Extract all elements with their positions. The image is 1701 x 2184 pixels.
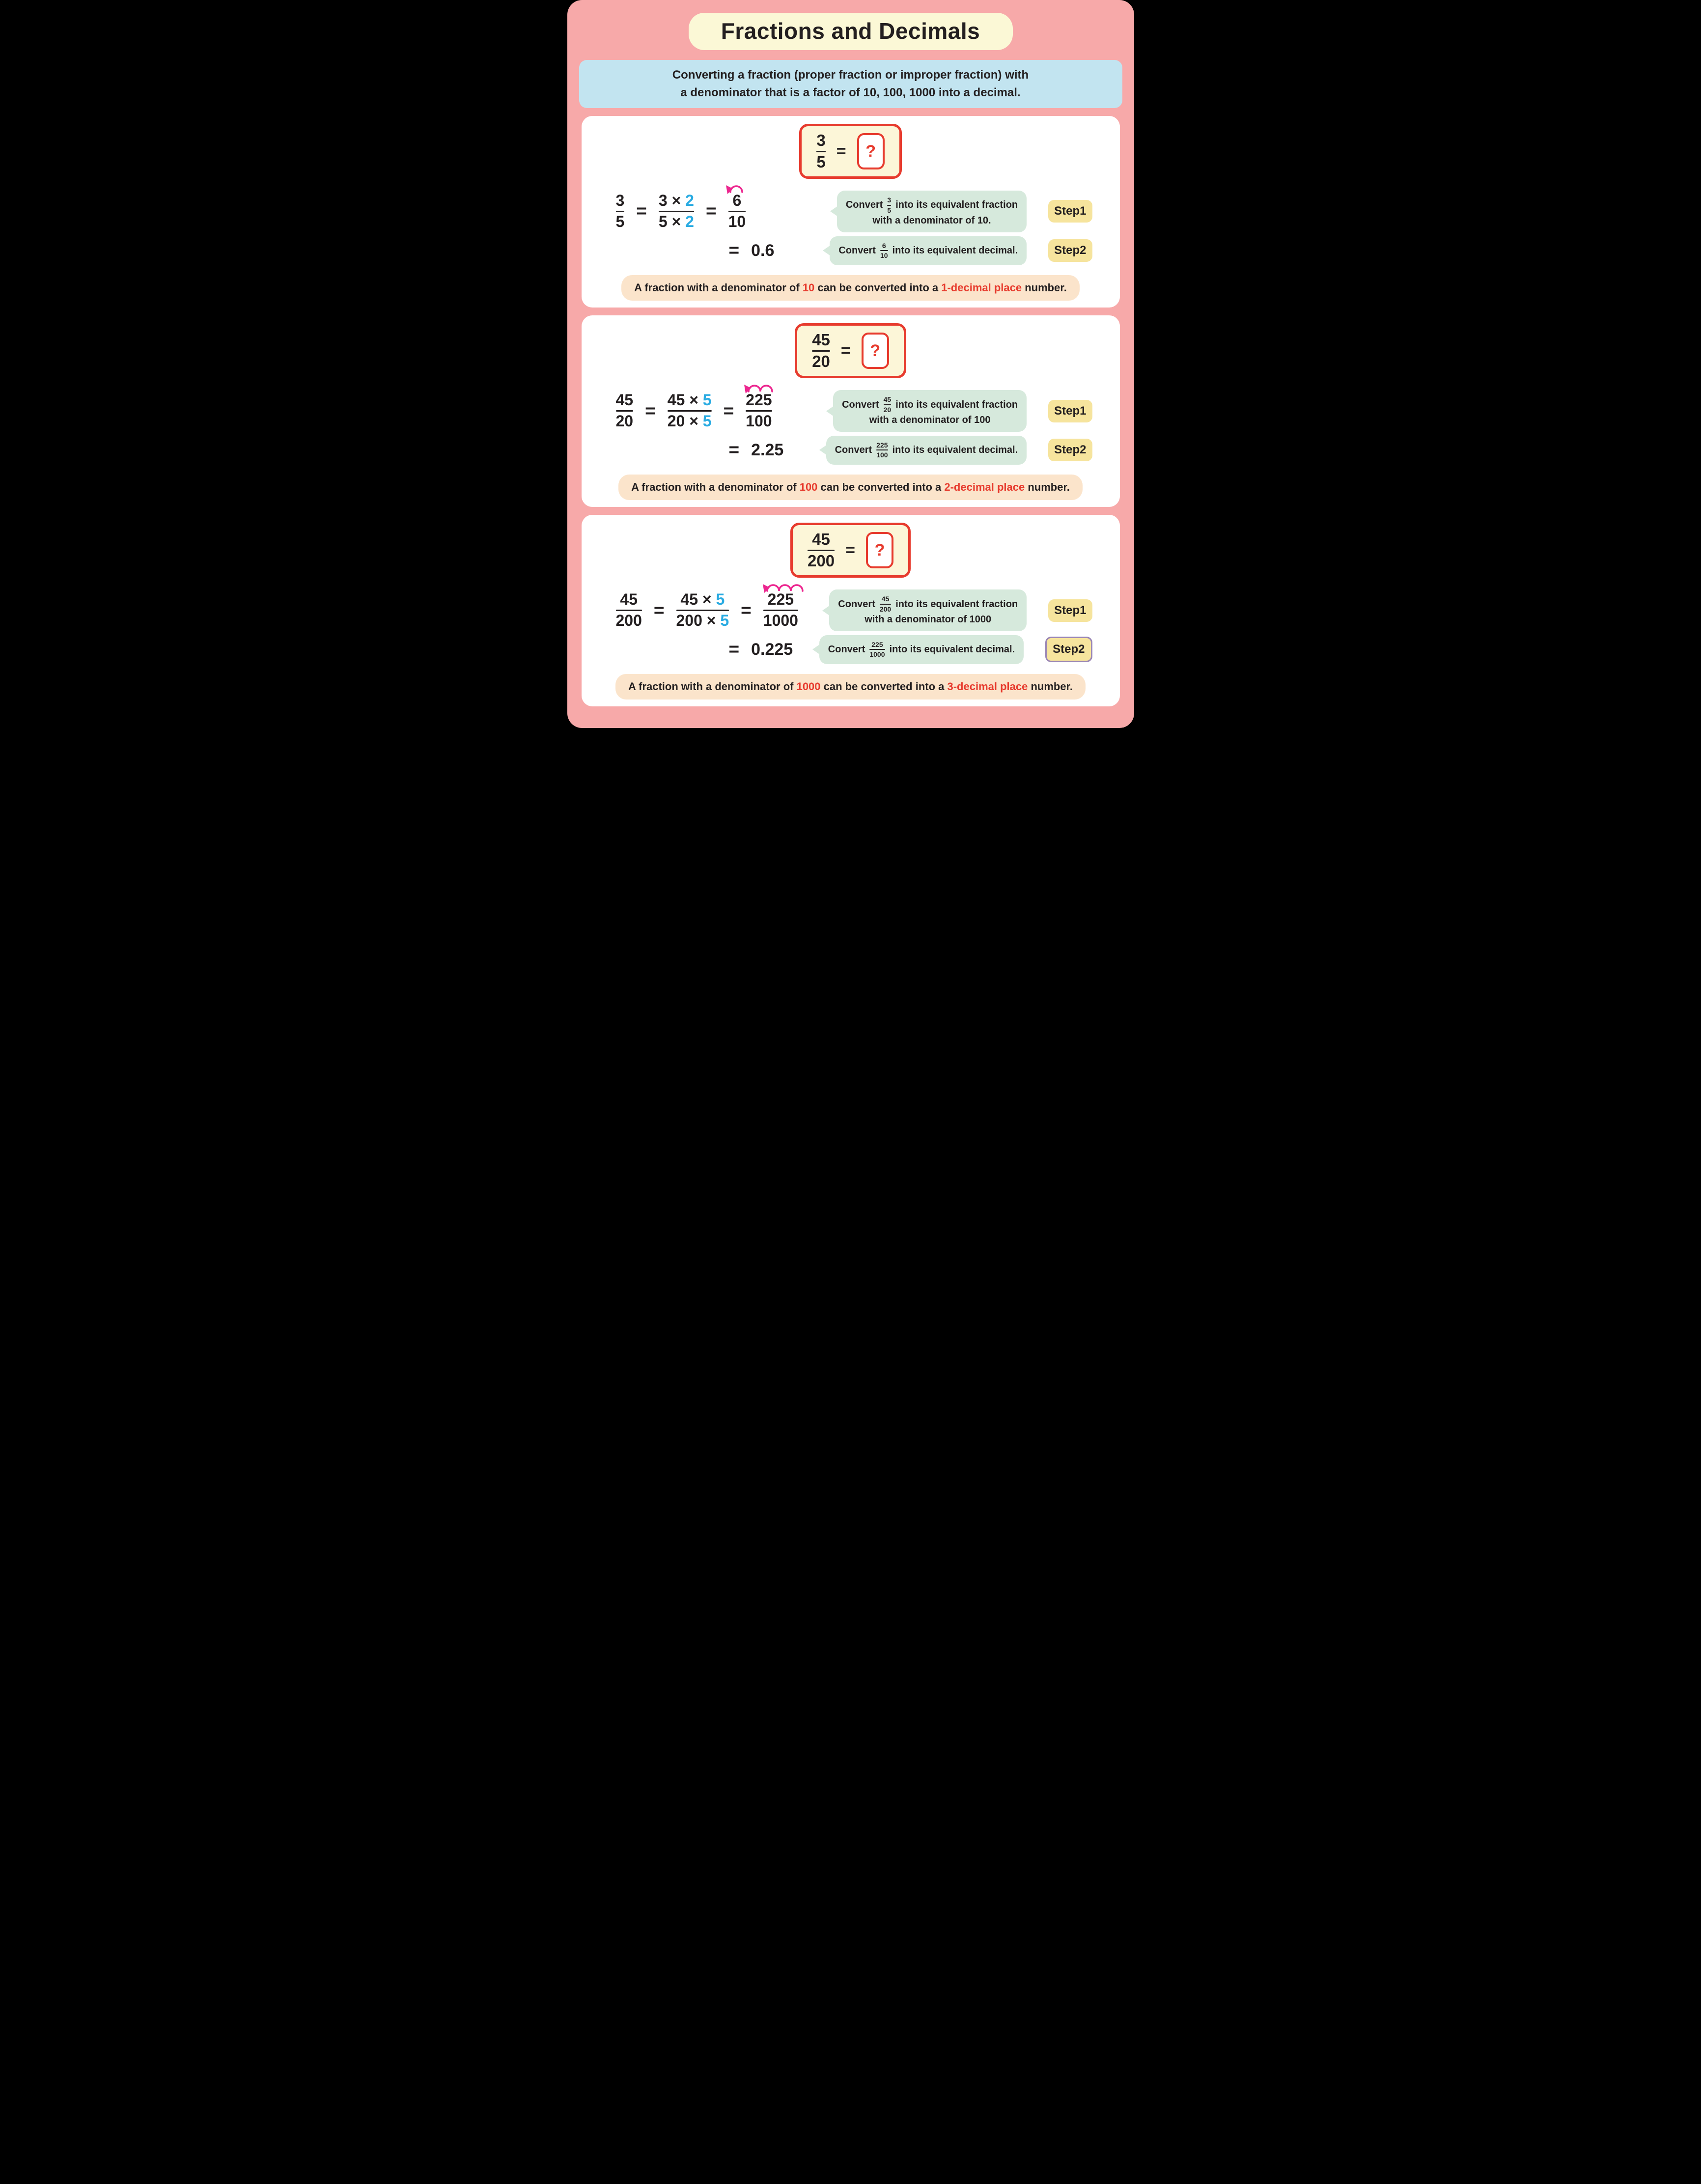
- question-mark: ?: [870, 341, 881, 360]
- numerator: 45: [620, 590, 638, 609]
- numerator-left: 45: [667, 391, 685, 409]
- fraction-bar: [812, 350, 830, 352]
- start-fraction: [616, 392, 634, 429]
- note-strip: [621, 275, 1080, 301]
- step1-bubble: [833, 390, 1027, 431]
- bubble-text-pre: Convert: [842, 399, 879, 410]
- answer-box: [857, 133, 885, 169]
- numerator-left: 45: [680, 590, 698, 609]
- numerator-expression: [668, 392, 712, 409]
- note-strip: [618, 475, 1083, 500]
- multiplied-fraction: [676, 591, 729, 629]
- note-text: number.: [1022, 281, 1067, 294]
- fraction-bar: [746, 410, 772, 412]
- step2-bubble: [819, 635, 1024, 664]
- step1-bubble: [837, 191, 1027, 232]
- step1-badge: Step1: [1048, 599, 1092, 622]
- note-text: number.: [1028, 680, 1073, 693]
- denominator-left: 200: [676, 612, 702, 630]
- step1-badge: Step1: [1048, 200, 1092, 223]
- denominator: 200: [879, 605, 892, 614]
- note-text: can be converted into a: [814, 281, 942, 294]
- fraction-bar: [668, 410, 712, 412]
- equals-sign: =: [840, 341, 851, 360]
- denominator: 1000: [763, 612, 798, 630]
- example-card-1: [582, 116, 1120, 308]
- example-card-2: [582, 315, 1120, 507]
- equals-sign: =: [653, 600, 665, 620]
- numerator: 3: [816, 131, 826, 149]
- fraction-bar: [728, 211, 746, 212]
- decimal-shift-arrow-icon: [725, 179, 745, 194]
- title-banner: [689, 13, 1013, 50]
- poster-page: [567, 0, 1134, 728]
- bubble-text-pre: Convert: [828, 644, 865, 655]
- denominator: 100: [746, 412, 772, 430]
- note-text: A fraction with a denominator of: [628, 680, 797, 693]
- times-sign: ×: [706, 612, 716, 630]
- step2-bubble: [830, 236, 1027, 265]
- decimal-result-row: [729, 436, 1120, 465]
- note-highlight-denominator: 100: [799, 481, 818, 494]
- note-highlight-denominator: 10: [802, 281, 815, 294]
- multiplied-fraction: [668, 392, 712, 429]
- decimal-shift-arrow-icon: [742, 379, 775, 393]
- bubble-line-1: [838, 595, 1018, 613]
- times-sign: ×: [702, 590, 712, 609]
- numerator: 225: [871, 640, 883, 648]
- denominator: 200: [808, 551, 835, 570]
- bubble-fraction: [880, 595, 891, 613]
- numerator-multiplier: 5: [702, 391, 712, 409]
- equals-sign: =: [728, 639, 740, 660]
- equals-sign: =: [836, 141, 846, 161]
- denominator-left: 20: [667, 412, 685, 430]
- fraction-bar: [808, 550, 835, 551]
- question-fraction: [808, 531, 835, 569]
- question-mark: ?: [874, 540, 885, 560]
- answer-box: [866, 532, 893, 568]
- numerator: 45: [615, 391, 634, 409]
- denominator-expression: [668, 413, 712, 430]
- fraction-bar: [876, 449, 888, 450]
- note-text: can be converted into a: [820, 680, 948, 693]
- bubble-fraction: [887, 196, 891, 214]
- equals-sign: =: [705, 201, 717, 222]
- equals-sign: =: [723, 400, 734, 421]
- note-highlight-places: 2-decimal place: [944, 481, 1025, 494]
- note-text: A fraction with a denominator of: [634, 281, 803, 294]
- fraction-bar: [616, 610, 642, 611]
- denominator: 10: [880, 252, 888, 260]
- note-highlight-places: 3-decimal place: [947, 680, 1028, 693]
- bubble-line-1: [835, 442, 1018, 459]
- bubble-fraction: [880, 242, 888, 259]
- note-text: number.: [1025, 481, 1070, 494]
- fraction-bar: [880, 250, 888, 251]
- question-box: [795, 323, 906, 378]
- multiplied-fraction: [659, 193, 694, 230]
- bubble-line-2: with a denominator of 1000: [864, 614, 992, 625]
- decimal-result: 0.225: [751, 640, 793, 659]
- start-fraction: [616, 193, 625, 230]
- bubble-text-post: into its equivalent decimal.: [889, 644, 1015, 655]
- times-sign: ×: [671, 212, 681, 230]
- numerator: 45: [883, 395, 892, 404]
- numerator: 225: [746, 391, 772, 409]
- denominator: 1000: [869, 650, 885, 659]
- denominator: 5: [615, 212, 625, 230]
- bubble-line-1: [838, 242, 1018, 259]
- bubble-text-post: into its equivalent fraction: [895, 199, 1018, 211]
- denominator-expression: [659, 214, 694, 230]
- equals-sign: =: [741, 600, 752, 620]
- step2-badge: Step2: [1048, 239, 1092, 262]
- question-row: [582, 315, 1120, 378]
- subtitle-panel: [579, 60, 1122, 108]
- result-fraction-wrap: [746, 392, 772, 429]
- fraction-bar: [676, 610, 729, 611]
- question-row: [582, 515, 1120, 578]
- page-title: Fractions and Decimals: [721, 18, 980, 44]
- bubble-line-1: [842, 396, 1018, 413]
- equals-sign: =: [728, 440, 740, 460]
- bubble-fraction: [869, 641, 885, 658]
- equals-sign: =: [845, 540, 855, 560]
- step2-badge: Step2: [1048, 439, 1092, 461]
- numerator-multiplier: 5: [716, 590, 725, 609]
- decimal-result-row: [729, 635, 1120, 664]
- fraction-bar: [884, 404, 892, 405]
- bubble-text-post: into its equivalent fraction: [895, 399, 1018, 410]
- decimal-shift-arrow-icon: [759, 578, 806, 593]
- numerator: 6: [732, 192, 742, 210]
- denominator-expression: [676, 613, 729, 629]
- step1-badge: Step1: [1048, 400, 1092, 422]
- denominator: 200: [615, 612, 642, 630]
- times-sign: ×: [689, 412, 698, 430]
- bubble-fraction: [884, 396, 892, 413]
- work-equation-row: [616, 390, 1120, 431]
- fraction-bar: [816, 151, 825, 152]
- fraction-bar: [880, 604, 891, 605]
- denominator: 100: [876, 451, 888, 459]
- subtitle-line-2: a denominator that is a factor of 10, 100, 1000 into a decimal.: [680, 86, 1021, 99]
- denominator: 5: [816, 152, 826, 171]
- bubble-line-2: with a denominator of 100: [869, 414, 991, 425]
- bubble-text-pre: Convert: [838, 598, 875, 610]
- numerator-multiplier: 2: [685, 192, 694, 210]
- equals-sign: =: [645, 400, 656, 421]
- fraction-bar: [659, 211, 694, 212]
- step2-badge: Step2: [1045, 637, 1092, 662]
- work-equation-row: [616, 589, 1120, 631]
- question-fraction: [816, 132, 825, 170]
- result-fraction-wrap: [763, 591, 798, 629]
- numerator: 6: [882, 241, 886, 250]
- denominator: 20: [615, 412, 634, 430]
- bubble-text-pre: Convert: [835, 444, 872, 455]
- note-highlight-denominator: 1000: [796, 680, 821, 693]
- start-fraction: [616, 591, 642, 629]
- bubble-line-2: with a denominator of 10.: [872, 215, 991, 226]
- subtitle-line-1: Converting a fraction (proper fraction or improper fraction) with: [672, 68, 1029, 82]
- bubble-line-1: [846, 196, 1018, 214]
- note-highlight-places: 1-decimal place: [941, 281, 1022, 294]
- bubble-line-1: [828, 641, 1015, 658]
- fraction-bar: [616, 410, 634, 412]
- numerator: 45: [812, 331, 830, 349]
- bubble-text-post: into its equivalent fraction: [895, 598, 1018, 610]
- note-text: can be converted into a: [817, 481, 945, 494]
- fraction-bar: [869, 649, 885, 650]
- numerator-expression: [680, 591, 725, 608]
- times-sign: ×: [671, 192, 681, 210]
- bubble-text-post: into its equivalent decimal.: [892, 245, 1018, 256]
- result-fraction-wrap: [728, 193, 746, 230]
- result-fraction: [746, 392, 772, 429]
- denominator-multiplier: 5: [702, 412, 712, 430]
- denominator-left: 5: [658, 212, 668, 230]
- denominator: 5: [887, 206, 892, 214]
- decimal-result: 0.6: [751, 241, 775, 260]
- denominator-multiplier: 5: [720, 612, 729, 630]
- question-box: [790, 523, 911, 578]
- work-equation-row: [616, 191, 1120, 232]
- bubble-text-post: into its equivalent decimal.: [892, 444, 1018, 455]
- equals-sign: =: [728, 240, 740, 261]
- bubble-text-pre: Convert: [838, 245, 876, 256]
- question-mark: ?: [865, 141, 876, 161]
- bubble-text-pre: Convert: [845, 199, 883, 211]
- numerator-left: 3: [658, 192, 668, 210]
- decimal-result-row: [729, 236, 1120, 265]
- bubble-fraction: [876, 442, 888, 459]
- question-fraction: [812, 332, 830, 370]
- step2-bubble: [826, 436, 1027, 465]
- numerator: 225: [767, 590, 794, 609]
- example-card-3: [582, 515, 1120, 706]
- denominator: 20: [812, 352, 830, 370]
- answer-box: [862, 333, 889, 369]
- denominator: 10: [728, 212, 746, 230]
- times-sign: ×: [689, 391, 698, 409]
- result-fraction: [763, 591, 798, 629]
- note-strip: [615, 674, 1086, 700]
- numerator: 45: [881, 595, 890, 603]
- numerator: 45: [812, 530, 830, 549]
- decimal-result: 2.25: [751, 440, 784, 459]
- fraction-bar: [616, 211, 625, 212]
- denominator-multiplier: 2: [685, 212, 694, 230]
- step1-bubble: [829, 589, 1027, 631]
- question-row: [582, 116, 1120, 179]
- denominator: 20: [883, 406, 892, 414]
- note-text: A fraction with a denominator of: [631, 481, 800, 494]
- result-fraction: [728, 193, 746, 230]
- fraction-bar: [887, 205, 891, 206]
- question-box: [799, 124, 901, 179]
- numerator: 3: [887, 196, 892, 204]
- numerator: 3: [615, 192, 625, 210]
- equals-sign: =: [636, 201, 647, 222]
- numerator-expression: [659, 193, 694, 209]
- numerator: 225: [876, 441, 888, 449]
- fraction-bar: [763, 610, 798, 611]
